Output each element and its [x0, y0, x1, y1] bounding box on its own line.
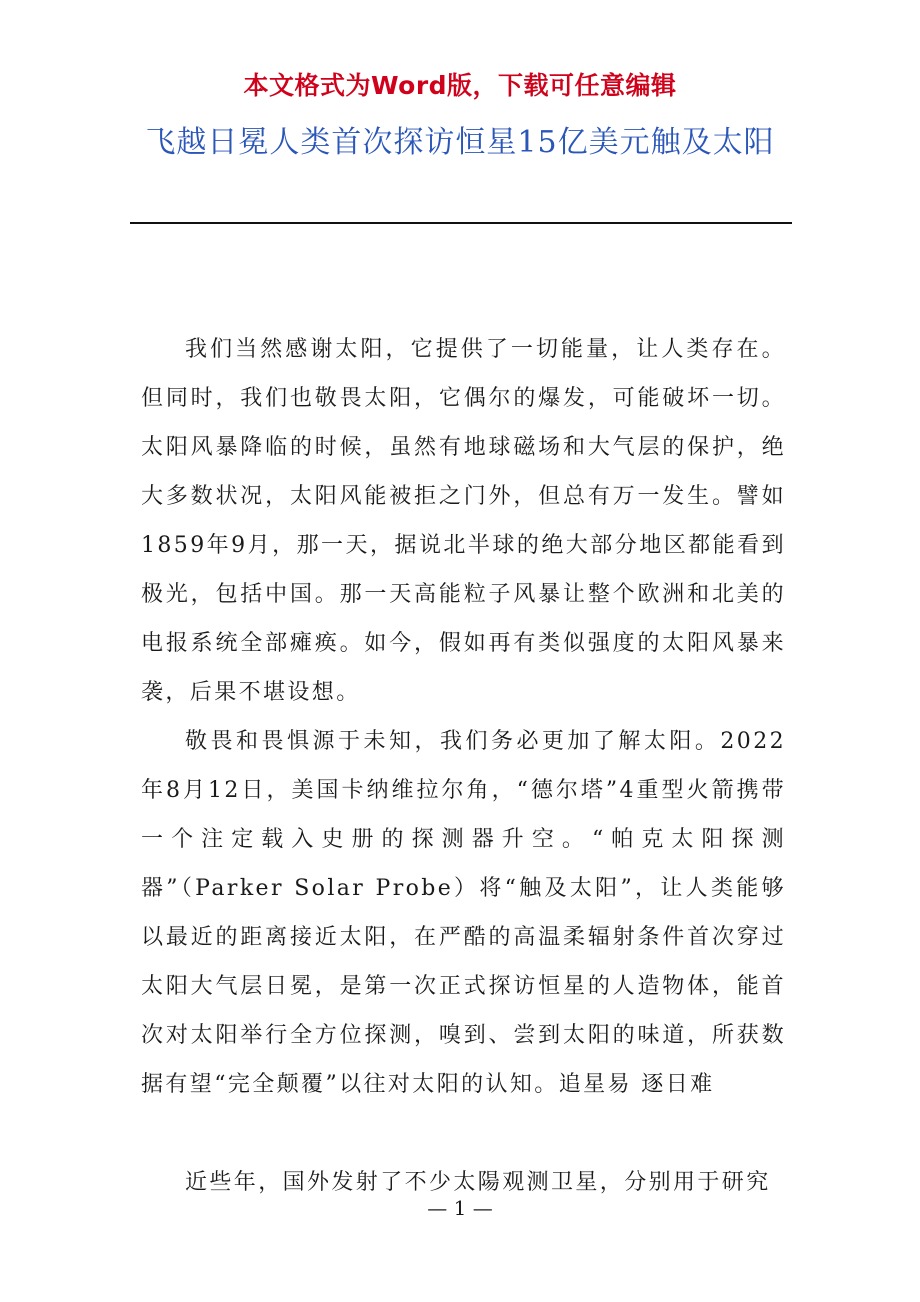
paragraph-3: 近些年，国外发射了不少太陽观测卫星，分别用于研究 [185, 1170, 771, 1195]
title-divider [130, 222, 792, 224]
format-banner: 本文格式为Word版，下载可任意编辑 [243, 71, 677, 100]
document-title: 飞越日冕人类首次探访恒星15亿美元触及太阳 [145, 125, 775, 160]
paragraph-1: 我们当然感谢太阳，它提供了一切能量，让人类存在。但同时，我们也敬畏太阳，它偶尔的爆发，可能破坏一切。太阳风暴降临的时候，虽然有地球磁场和大气层的保护，绝大多数状况，太阳风能被拒之门外，但总有万一发生。譬如1859年9月，那一天，据说北半球的绝大部分地区都能看到极光，包括中国。那一天高能粒子风暴让整个欧洲和北美的电报系统全部瘫痪。如今，假如再有类似强度的太阳风暴来袭，后果不堪设想。 [141, 337, 786, 705]
paragraph-2: 敬畏和畏惧源于未知，我们务必更加了解太阳。2022年8月12日，美国卡纳维拉尔角，“德尔塔”4重型火箭携带一个注定载入史册的探测器升空。“帕克太阳探测器”（Parker Solar Probe）将“触及太阳”，让人类能够以最近的距离接近太阳，在严酷的高温柔辐射条件首次穿过太阳大气层日冕，是第一次正式探访恒星的人造物体，能首次对太阳举行全方位探测，嗅到、尝到太阳的味道，所获数据有望“完全颠覆”以往对太阳的认知。追星易 逐日难 [141, 729, 786, 1097]
document-body [141, 325, 786, 1207]
page-number: — 1 — [427, 1196, 493, 1220]
